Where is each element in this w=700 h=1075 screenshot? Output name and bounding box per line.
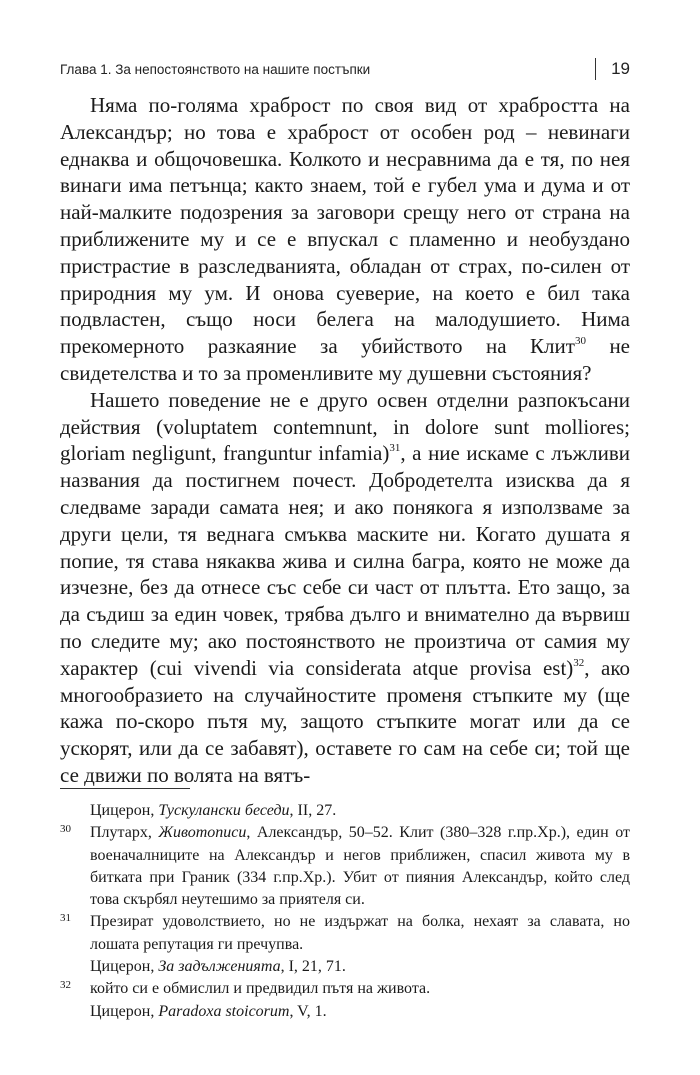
footnote-30-author: Плутарх, <box>90 824 159 842</box>
footnote-31 <box>60 911 630 978</box>
footnote-continued <box>60 800 630 822</box>
footnote-number-31: 31 <box>60 912 71 925</box>
footnote-31-ref: , I, 21, 71. <box>280 958 346 976</box>
running-header <box>60 58 630 84</box>
footnote-32-author: Цицерон, <box>90 1002 159 1020</box>
paragraph-2-text-c: , ако многообразието на случайностите променя стъпките му (ще кажа по-скоро пътя му, защото стъпките могат или да се ускорят, или да се забавят), оставете го сам на себе си; той ще се движи по волята на вятъ- <box>60 655 630 787</box>
footnote-32-text: който си е обмислил и предвидил пътя на живота. <box>90 980 431 998</box>
footnote-cont-work: Тускулански беседи <box>158 802 290 819</box>
paragraph-1-text-a: Няма по-голяма храброст по своя вид от храбростта на Александър; но това е храброст от особен род – невинаги еднаква и общочовешка. Колкото и несравнима да е тя, по нея винаги има петънца; както знаем, той е губел ума и дума и от най-малките подозрения за заговори срещу него от страна на приближените му и се е впускал с пламенно и необуздано пристрастие в разследванията, обладан от страх, по-силен от природния му ум. И онова суеверие, на което е бил така подвластен, също носи белега на малодушието. Нима прекомерното разкаяние за убийството на Клит <box>60 93 630 359</box>
footnote-cont-ref: , II, 27. <box>289 802 337 819</box>
header-divider <box>595 58 596 80</box>
paragraph-1 <box>60 92 630 387</box>
paragraph-2 <box>60 387 630 789</box>
paragraph-2-text-b: , а ние искаме с лъжливи названия да постигнем почест. Добродетелта изисква да я следваме заради самата нея; и ако понякога я използваме за други цели, тя веднага смъква маските ни. Когато душата я попие, тя става някаква жива и силна багра, която не може да изчезне, без да отнесе със себе си част от плътта. Ето защо, за да съдиш за един човек, трябва дълго и внимателно да вървиш по следите му; ако постоянството не произтича от самия му характер (cui vivendi via considerata atque provisa est) <box>60 441 630 680</box>
footnote-31-text: Презират удоволствието, но не издържат на болка, нехаят за славата, но лошата репутация ги пречупва. <box>90 913 630 953</box>
page-number: 19 <box>611 59 630 78</box>
footnote-32 <box>60 978 630 1023</box>
footnote-30 <box>60 822 630 911</box>
footnote-number-32: 32 <box>60 979 71 992</box>
footnote-30-text: , Александър, 50–52. Клит (380–328 г.пр.Хр.), един от военачалниците на Александър и негов приближен, спасил живота му в битката при Граник (334 г.пр.Хр.). Убит от пияния Александър, който след това скърбял неутешимо за приятеля си. <box>90 824 631 909</box>
footnote-32-ref: , V, 1. <box>289 1002 327 1020</box>
chapter-title: Глава 1. За непостоянството на нашите постъпки <box>60 62 371 77</box>
footnote-cont-author: Цицерон, <box>90 802 159 819</box>
footnote-30-work: Животописи <box>158 824 247 842</box>
footnote-32-work: Paradoxa stoicorum <box>158 1002 290 1020</box>
footnote-rule <box>60 788 190 789</box>
footnote-ref-30[interactable]: 30 <box>574 335 586 348</box>
footnote-31-author: Цицерон, <box>90 958 159 976</box>
main-text <box>60 92 630 789</box>
footnote-31-work: За задълженията <box>158 958 281 976</box>
footnote-ref-31[interactable]: 31 <box>389 442 401 455</box>
footnote-ref-32[interactable]: 32 <box>573 656 585 669</box>
footnotes <box>60 800 630 1023</box>
paragraph-1-text-b: не свидетелства и то за променливите му душевни състояния? <box>60 334 631 385</box>
footnote-number-30: 30 <box>60 823 71 836</box>
paragraph-2-text-a: Нашето поведение не е друго освен отделни разпокъсани действия (voluptatem contemnunt, in dolore sunt molliores; gloriam negligunt, franguntur infamia) <box>60 387 630 466</box>
